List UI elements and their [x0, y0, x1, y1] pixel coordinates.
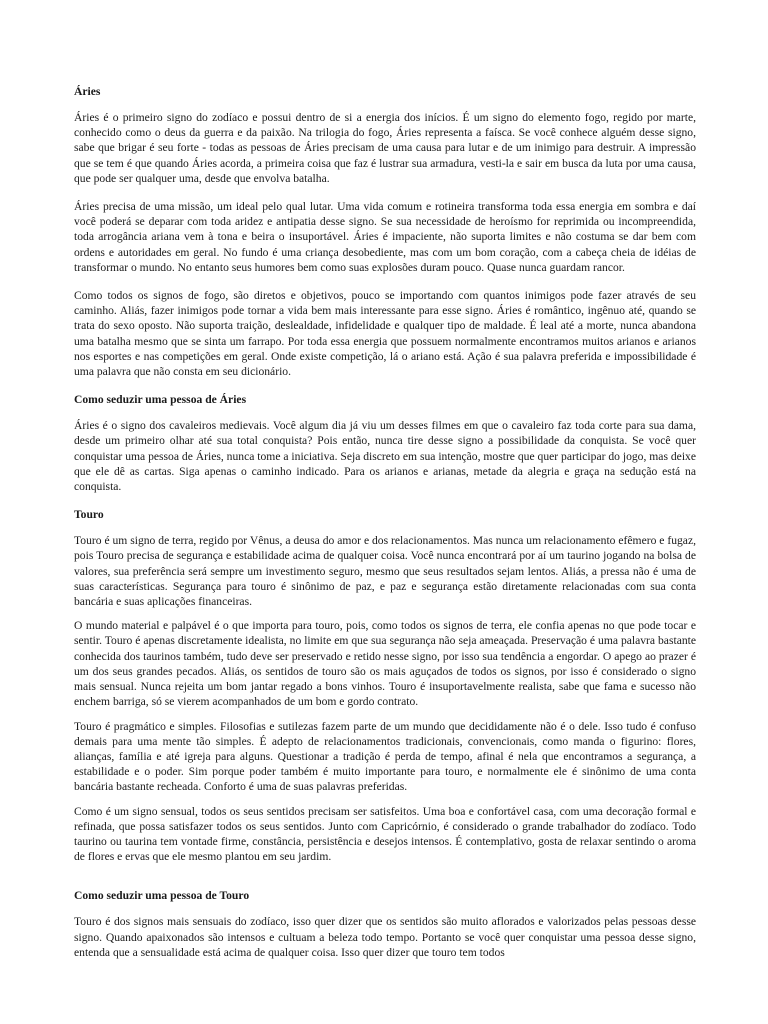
paragraph: Áries precisa de uma missão, um ideal pelo qual lutar. Uma vida comum e rotineira transforma toda essa energia em sombra e daí você poderá se deparar com toda aridez e antipatia desse signo. Se sua necessidade de heroísmo for reprimida ou incompreendida, toda arrogância ariana vem à tona e beira o insuportável. Áries é impaciente, não suporta limites e não costuma se dar bem com ordens e autoridades em geral. No fundo é uma criança desobediente, mas com um bom coração, com a cabeça cheia de idéias de transformar o mundo. No entanto seus humores bem como suas explosões duram pouco. Quase nunca guardam rancor.	[74, 200, 696, 274]
document-page	[74, 84, 696, 973]
paragraph: O mundo material e palpável é o que importa para touro, pois, como todos os signos de terra, ele confia apenas no que pode tocar e sentir. Touro é apenas discretamente idealista, no limite em que sua segurança não seja ameaçada. Preservação é uma palavra bastante conhecida dos taurinos também, tudo deve ser preservado e retido nesse signo, por isso sua tendência a engordar. O apego ao prazer é um dos seus grandes pecados. Aliás, os sentidos de touro são os mais aguçados de todos os signos, por isso é considerado o signo mais sensual. Nunca rejeita um bom jantar regado a bons vinhos. Touro é insuportavelmente realista, sabe que fama e sucesso não enchem barriga, só se vierem acompanhados de um bom e gordo contrato.	[74, 619, 696, 709]
paragraph: Áries é o signo dos cavaleiros medievais. Você algum dia já viu um desses filmes em que o cavaleiro faz toda corte para sua dama, desde um primeiro olhar até sua total conquista? Pois então, nunca tire desse signo a possibilidade da conquista. Se você quer conquistar uma pessoa de Áries, nunca tome a iniciativa. Seja discreto em sua intenção, mostre que quer participar do jogo, mas deixe que ele dê as cartas. Siga apenas o caminho indicado. Para os arianos e arianas, metade da alegria e graça na sedução está na conquista.	[74, 419, 696, 494]
section-heading: Touro	[74, 508, 104, 522]
paragraph: Como é um signo sensual, todos os seus sentidos precisam ser satisfeitos. Uma boa e confortável casa, com uma decoração formal e refinada, que possa satisfazer todos os seus sentidos. Junto com Capricórnio, é considerado o grande trabalhador do zodíaco. Todo taurino ou taurina tem vontade firme, constância, persistência e desejos intensos. É contemplativo, gosta de relaxar sentindo o aroma de flores e ervas que ele mesmo plantou em seu jardim.	[74, 804, 696, 864]
section-aries	[74, 84, 696, 379]
paragraph: Áries é o primeiro signo do zodíaco e possui dentro de si a energia dos inícios. É um signo do elemento fogo, regido por marte, conhecido como o deus da guerra e da paixão. Na trilogia do fogo, Áries representa a faísca. Se você conhece alguém desse signo, sabe que brigar é seu forte - todas as pessoas de Áries precisam de uma causa para lutar e de um inimigo para destruir. A impressão que se tem é que quando Áries acorda, a primeira coisa que faz é lustrar sua armadura, vesti-la e sair em busca da luta por uma causa, que pode ser qualquer uma, desde que envolva batalha.	[74, 111, 696, 185]
section-heading: Áries	[74, 85, 101, 98]
section-seduzir-aries	[74, 392, 696, 494]
paragraph: Touro é pragmático e simples. Filosofias e sutilezas fazem parte de um mundo que decididamente não é o dele. Isso tudo é confuso demais para uma mente tão simples. É adepto de relacionamentos tradicionais, convencionais, como manda o figurino: flores, alianças, família e até igreja para alguns. Questionar a tradição é perda de tempo, afinal é nela que encontramos a segurança, a estabilidade e o poder. Sim porque poder também é muito importante para touro, e normalmente ele é sinônimo de uma conta bancária bastante recheada. Conforto é uma de suas palavras preferidas.	[74, 719, 696, 794]
paragraph: Touro é um signo de terra, regido por Vênus, a deusa do amor e dos relacionamentos. Mas nunca um relacionamento efêmero e fugaz, pois Touro precisa de segurança e estabilidade acima de qualquer coisa. Você nunca encontrará por aí um taurino jogando na bolsa de valores, sua preferência será sempre um investimento seguro, mesmo que seus resultados sejam lentos. Aliás, a pressa não é uma de suas características. Segurança para touro é sinônimo de paz, e paz e segurança estão diretamente relacionadas com sua conta bancária e suas aplicações financeiras.	[74, 534, 696, 609]
paragraph: Touro é dos signos mais sensuais do zodíaco, isso quer dizer que os sentidos são muito aflorados e valorizados pelas pessoas desse signo. Quando apaixonados são intensos e cultuam a beleza todo tempo. Portanto se você quer conquistar uma pessoa desse signo, entenda que a sensualidade está acima de qualquer coisa. Isso quer dizer que touro tem todos	[74, 915, 696, 959]
paragraph: Como todos os signos de fogo, são diretos e objetivos, pouco se importando com quantos inimigos pode fazer através de seu caminho. Aliás, fazer inimigos pode tornar a vida bem mais interessante para esse signo. Áries é romântico, ingênuo até, quando se trata do sexo oposto. Não suporta traição, deslealdade, infidelidade e qualquer tipo de maldade. É leal até a morte, nunca abandona uma batalha mesmo que se sinta um farrapo. Por toda essa energia que possuem normalmente encontramos muitos arianos e arianos nos esportes e nas competições em geral. Onde existe competição, lá o ariano está. Ação é sua palavra preferida e impossibilidade é uma palavra que não consta em seu dicionário.	[74, 289, 696, 379]
section-heading: Como seduzir uma pessoa de Áries	[74, 393, 247, 407]
section-heading: Como seduzir uma pessoa de Touro	[74, 889, 250, 903]
section-touro	[74, 507, 696, 864]
section-seduzir-touro	[74, 888, 696, 960]
